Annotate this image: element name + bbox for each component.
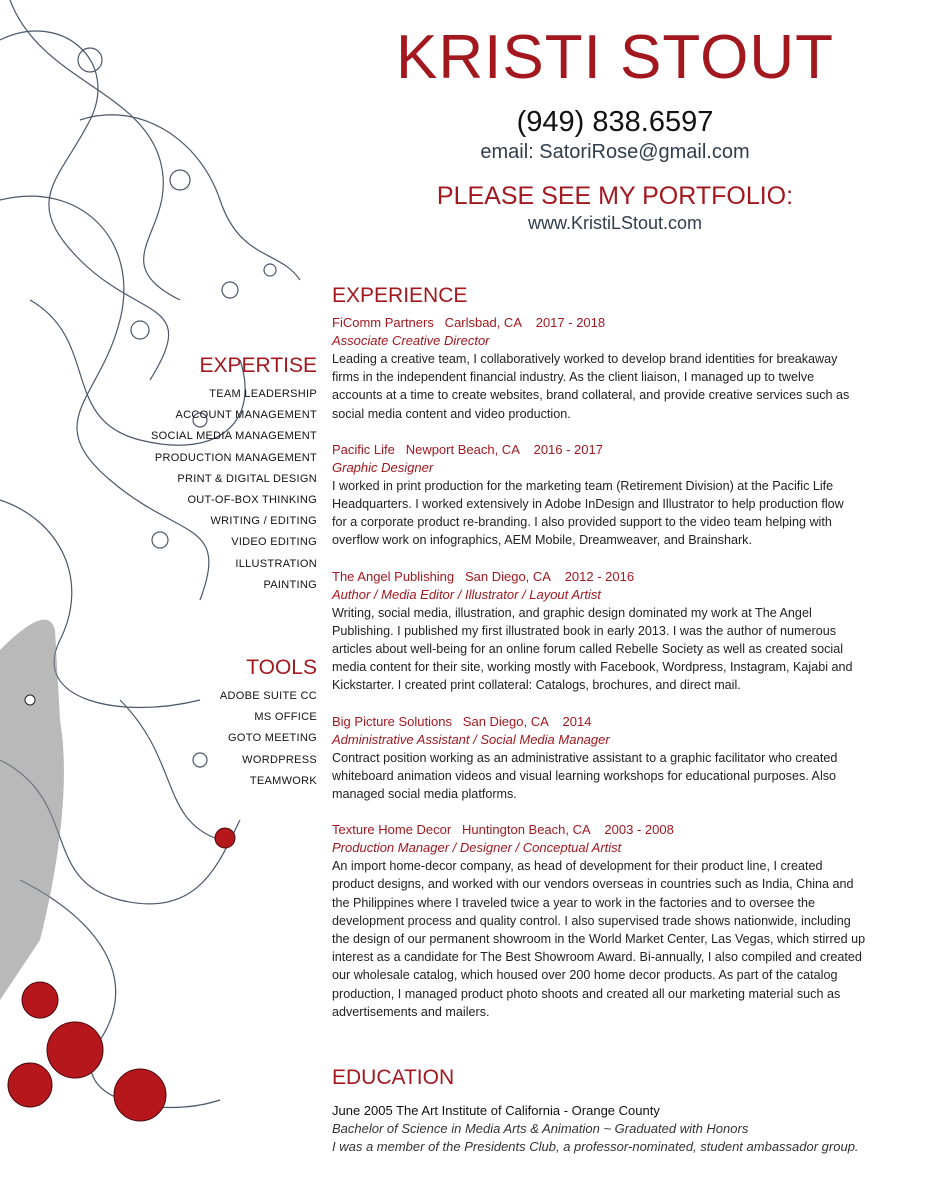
job-title: Production Manager / Designer / Conceptual Artist (332, 840, 622, 856)
expertise-section (151, 354, 317, 596)
job-description-line: the Philippines where I traveled twice a year to work in the factories and to oversee the (332, 895, 816, 910)
job-description-line: articles about well-being for an online forum called Rebelle Society as well as created social (332, 642, 844, 657)
job-description-line: our wholesale catalog, which housed over 200 home decor products. As part of the catalog (332, 968, 838, 983)
expertise-item: SOCIAL MEDIA MANAGEMENT (150, 430, 317, 443)
email-address: email: SatoriRose@gmail.com (480, 141, 750, 163)
expertise-item: ACCOUNT MANAGEMENT (175, 409, 317, 422)
portfolio-link[interactable]: www.KristiLStout.com (527, 213, 703, 233)
job-description-line: development process and quality control. I also supervised trade shows nationwide, including (332, 913, 851, 928)
education-heading: EDUCATION (332, 1066, 455, 1089)
job-description-line: I worked in print production for the marketing team (Retirement Division) at the Pacific Life (332, 478, 834, 493)
job-title: Author / Media Editor / Illustrator / Layout Artist (332, 586, 602, 602)
job-entry (332, 713, 912, 804)
job-description-line: Leading a creative team, I collaboratively worked to develop brand identities for breakaway (332, 352, 838, 366)
job-title: Graphic Designer (332, 459, 434, 475)
job-description-line: Contract position working as an administrative assistant to a graphic facilitator who created (332, 750, 838, 765)
education-school: June 2005 The Art Institute of California - Orange County (332, 1103, 660, 1118)
experience-heading: EXPERIENCE (332, 284, 468, 307)
job-description-line: Publishing. I published my first illustrated book in early 2013. I was the author of numerous (332, 623, 837, 638)
job-description-line: production, I managed product photo shoots and created all our marketing material such as (332, 986, 841, 1001)
tool-item: ADOBE SUITE CC (219, 690, 317, 702)
job-description-line: managed social media platforms. (332, 787, 517, 802)
tools-section (220, 656, 317, 792)
job-header: Texture Home Decor Huntington Beach, CA 2003 - 2008 (332, 822, 674, 838)
job-header: The Angel Publishing San Diego, CA 2012 - 2016 (332, 568, 635, 584)
job-title: Associate Creative Director (332, 333, 490, 348)
expertise-item: PRODUCTION MANAGEMENT (154, 451, 317, 464)
job-entry (332, 441, 912, 550)
job-entry (332, 568, 912, 695)
decorative-illustration (0, 0, 340, 1199)
expertise-item: WRITING / EDITING (210, 515, 317, 528)
job-description-line: social media content and video production. (332, 406, 571, 421)
phone-number: (949) 838.6597 (516, 106, 714, 138)
expertise-item: PRINT & DIGITAL DESIGN (177, 472, 317, 485)
education-degree: Bachelor of Science in Media Arts & Animation ~ Graduated with Honors (332, 1121, 749, 1136)
job-description-line: An import home-decor company, as head of development for their product line, I created (332, 859, 823, 874)
job-description-line: firms in the independent financial industry. As the client liaison, I managed up to twelve (332, 370, 815, 385)
expertise-item: ILLUSTRATION (235, 557, 317, 570)
expertise-item: VIDEO EDITING (231, 536, 317, 549)
job-description-line: Writing, social media, illustration, and graphic design dominated my work at The Angel (332, 605, 812, 620)
job-description-line: Headquarters. I worked extensively in Adobe InDesign and Illustrator to help production flow (332, 497, 844, 512)
candidate-name: KRISTI STOUT (395, 23, 834, 92)
tool-item: GOTO MEETING (228, 732, 317, 745)
education-note: I was a member of the Presidents Club, a professor-nominated, student ambassador group. (332, 1139, 859, 1154)
job-header: Big Picture Solutions San Diego, CA 2014 (332, 713, 592, 729)
tools-heading: TOOLS (246, 656, 317, 679)
job-description-line: whiteboard animation videos and visual learning workshops for educational purposes. Also (332, 768, 837, 783)
job-title: Administrative Assistant / Social Media Manager (332, 731, 610, 747)
job-header: Pacific Life Newport Beach, CA 2016 - 2017 (332, 441, 603, 457)
job-description-line: media content for their site, working mostly with Facebook, Wordpress, Instagram, Kajabi and (332, 660, 853, 675)
wolf-shape (0, 620, 64, 1000)
expertise-item: PAINTING (263, 578, 317, 591)
tool-item: TEAMWORK (249, 774, 317, 787)
expertise-item: TEAM LEADERSHIP (209, 388, 317, 400)
portfolio-heading: PLEASE SEE MY PORTFOLIO: (436, 182, 794, 210)
job-description-line: the design of our permanent showroom in the World Market Center, Las Vegas, which stirred up (332, 932, 866, 947)
job-description-line: Kickstarter. I created print collateral: Catalogs, brochures, and direct mail. (332, 678, 741, 693)
job-entry (332, 821, 912, 1021)
job-description-line: for a corporate product re-branding. I also provided support to the video team helping with (332, 515, 832, 530)
job-header: FiComm Partners Carlsbad, CA 2017 - 2018 (332, 315, 606, 330)
tool-item: MS OFFICE (254, 711, 317, 724)
job-description-line: advertisements and mailers. (332, 1004, 490, 1019)
job-description-line: overflow work on infographics, AEM Mobile, Dreamweaver, and Brainshark. (332, 533, 752, 548)
expertise-item: OUT-OF-BOX THINKING (187, 494, 317, 507)
tool-item: WORDPRESS (242, 753, 317, 766)
job-description-line: interest as a candidate for The Best Showroom Award. Bi-annually, I also compiled and created (332, 950, 862, 965)
job-description-line: product designs, and worked with our vendors overseas in countries such as India, China and (332, 877, 854, 892)
job-entry (332, 314, 912, 423)
experience-section (332, 284, 912, 1039)
education-section (332, 1066, 859, 1156)
job-description-line: accounts at a time to create websites, brand collateral, and provide creative services such as (332, 388, 850, 403)
expertise-heading: EXPERTISE (199, 354, 317, 377)
